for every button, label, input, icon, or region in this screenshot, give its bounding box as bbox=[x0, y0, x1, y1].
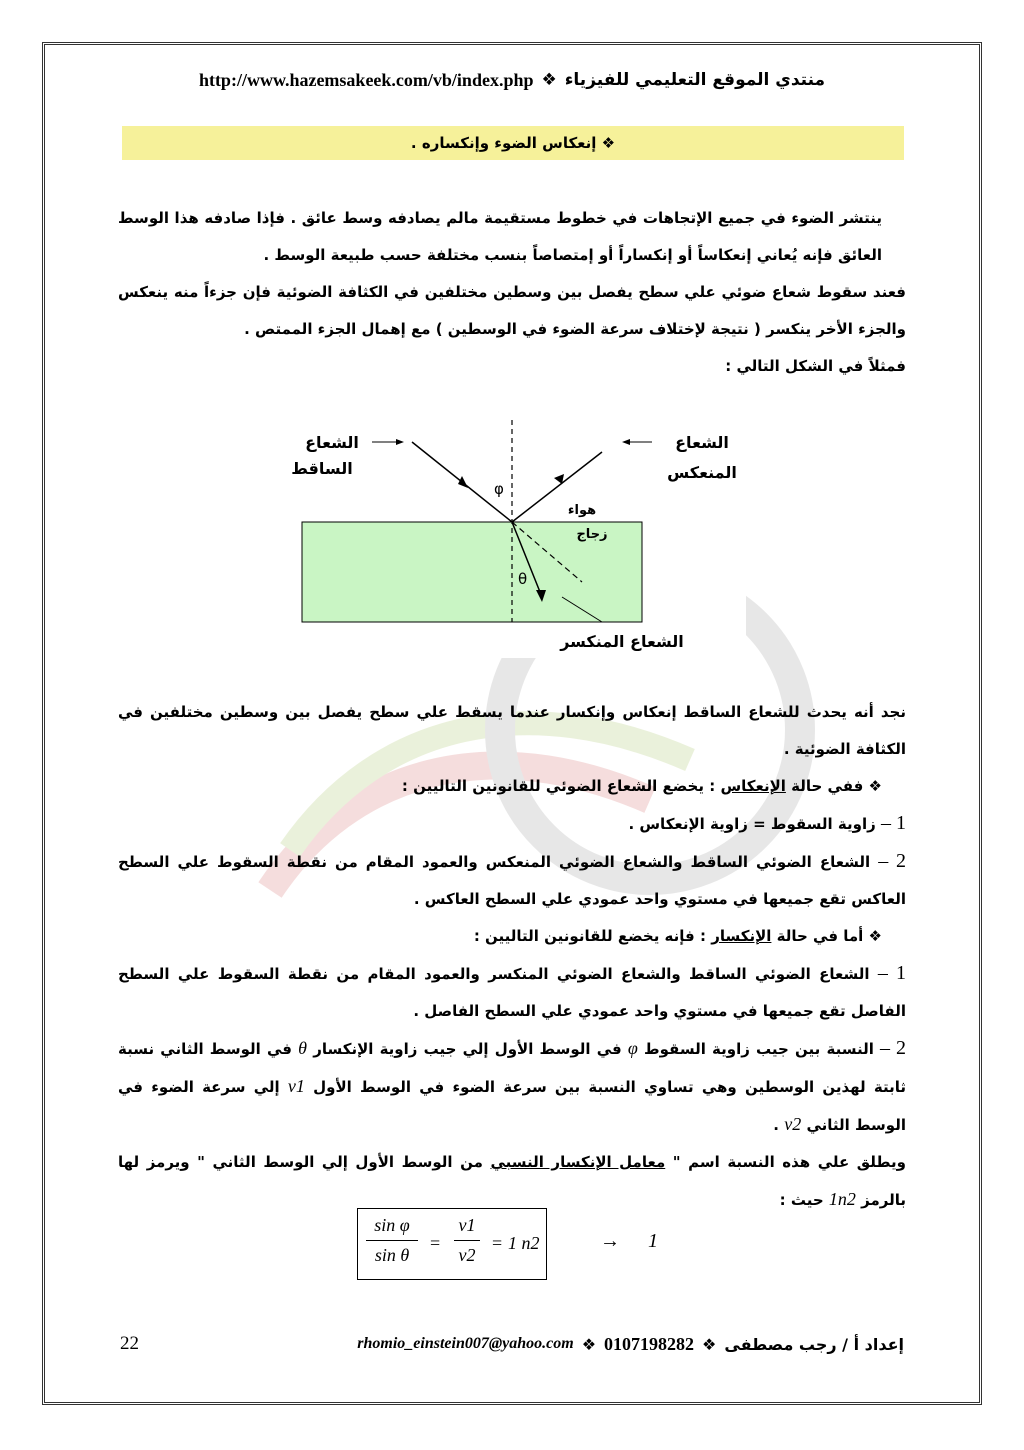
intro-paragraph-3: فمثلاً في الشكل التالي : bbox=[725, 357, 906, 375]
header-separator: ❖ bbox=[541, 70, 557, 90]
refraction-law-2-number: 2 – bbox=[880, 1037, 907, 1059]
sine-numerator: sin φ bbox=[374, 1215, 410, 1235]
reflection-heading bbox=[118, 768, 906, 805]
refraction-law-2-text-a: النسبة بين جيب زاوية السقوط bbox=[644, 1040, 874, 1058]
footer-separator-1: ❖ bbox=[581, 1334, 597, 1354]
section-title: ❖ إنعكاس الضوء وإنكساره . bbox=[122, 126, 904, 160]
equation-arrow: → bbox=[600, 1230, 620, 1252]
refraction-prefix: ❖ أما في حالة bbox=[776, 927, 882, 945]
footer-contact bbox=[357, 1334, 904, 1355]
naming-term: معامل الإنكسار النسبي bbox=[490, 1153, 666, 1171]
header-forum-name: منتدي الموقع التعليمي للفيزياء bbox=[564, 70, 826, 90]
footer-author: إعداد أ / رجب مصطفى bbox=[724, 1334, 904, 1354]
speed-numerator: v1 bbox=[458, 1215, 476, 1235]
intro-paragraph-2: فعند سقوط شعاع ضوئي علي سطح يفصل بين وسطين مختلفين في الكثافة الضوئية فإن جزءاً منه ينعكس والجزء الأخر ينكسر ( نتيجة لإختلاف سرعة الضوء في الوسطين ) مع إهمال الجزء الممتص . bbox=[118, 283, 906, 338]
sine-ratio bbox=[366, 1215, 418, 1266]
refraction-word: الإنكسار bbox=[711, 927, 772, 945]
equals-sign-2: = bbox=[492, 1233, 503, 1253]
refraction-law-2-text-b: في الوسط الأول إلي جيب زاوية الإنكسار bbox=[313, 1040, 622, 1058]
speed-ratio bbox=[454, 1215, 480, 1266]
equals-sign-1: = bbox=[430, 1233, 441, 1253]
naming-text-a: ويطلق علي هذه النسبة اسم " bbox=[672, 1153, 906, 1171]
refraction-law-2-text-d: إلي سرعة الضوء في الوسط الثاني bbox=[118, 1078, 906, 1134]
header-url[interactable]: http://www.hazemsakeek.com/vb/index.php bbox=[198, 69, 534, 90]
refraction-law-1-text: الشعاع الضوئي الساقط والشعاع الضوئي المنكسر والعمود المقام من نقطة السقوط علي السطح الفاصل تقع جميعها في مستوي واحد عمودي علي السطح الفاصل . bbox=[118, 965, 906, 1020]
reflection-law-2-number: 2 – bbox=[878, 850, 906, 872]
incident-label-1: الشعاع bbox=[305, 433, 359, 452]
footer-email[interactable]: rhomio_einstein007@yahoo.com bbox=[357, 1335, 574, 1352]
reflection-law-1-text: زاوية السقوط = زاوية الإنعكاس . bbox=[628, 815, 876, 833]
naming-text-c: حيث : bbox=[779, 1191, 824, 1209]
reflection-law-1-number: 1 – bbox=[881, 812, 906, 834]
reflection-refraction-diagram bbox=[262, 412, 746, 658]
refraction-law-2 bbox=[118, 1030, 906, 1144]
footer-separator-2: ❖ bbox=[702, 1334, 717, 1354]
reflection-word: الإنعكاس bbox=[720, 777, 786, 795]
refraction-law-2-text-c: في الوسط الثاني نسبة ثابتة لهذين الوسطين وهي تساوي النسبة بين سرعة الضوء في الوسط الأول bbox=[118, 1040, 906, 1096]
phi-angle-label: φ bbox=[494, 480, 504, 498]
refraction-law-1 bbox=[118, 955, 906, 1030]
intro-paragraph-1: ينتشر الضوء في جميع الإتجاهات في خطوط مستقيمة مالم يصادفه وسط عائق . فإذا صادفه هذا الوسط العائق فإنه يُعاني إنعكاساً أو إنكساراً أو إمتصاصاً بنسب مختلفة حسب طبيعة الوسط . bbox=[118, 209, 882, 264]
page-number: 22 bbox=[120, 1333, 139, 1354]
footer-phone: 0107198282 bbox=[604, 1333, 695, 1354]
phi-symbol: φ bbox=[627, 1038, 638, 1058]
intro-text bbox=[118, 200, 906, 385]
speed-denominator: v2 bbox=[458, 1245, 476, 1265]
v1-symbol: v1 bbox=[287, 1076, 305, 1096]
naming-text-b: من الوسط الأول إلي الوسط الثاني " ويرمز لها بالرمز bbox=[118, 1153, 906, 1209]
reflected-label-1: الشعاع bbox=[675, 433, 729, 452]
reflection-law-2-text: الشعاع الضوئي الساقط والشعاع الضوئي المنعكس والعمود المقام من نقطة السقوط علي السطح العاكس تقع جميعها في مستوي واحد عمودي علي السطح العاكس . bbox=[118, 853, 906, 908]
refraction-law-2-text-e: . bbox=[773, 1116, 779, 1134]
reflection-law-1 bbox=[118, 805, 906, 843]
glass-label: زجاج bbox=[576, 527, 608, 542]
air-label: هواء bbox=[567, 503, 597, 518]
page-header bbox=[120, 66, 904, 94]
laws-text bbox=[118, 694, 906, 1219]
reflection-suffix: : يخضع الشعاع الضوئي للقانونين التاليين : bbox=[401, 777, 716, 795]
refraction-heading bbox=[118, 918, 906, 955]
theta-symbol: θ bbox=[298, 1038, 308, 1058]
refracted-label: الشعاع المنكسر bbox=[560, 632, 684, 651]
reflected-label-2: المنعكس bbox=[667, 463, 737, 482]
refraction-suffix: : فإنه يخضع للقانونين التاليين : bbox=[473, 927, 706, 945]
theta-angle-label: θ bbox=[518, 570, 528, 588]
index-symbol: 1 n2 bbox=[508, 1233, 540, 1253]
snell-formula-box bbox=[357, 1208, 547, 1280]
sine-denominator: sin θ bbox=[374, 1245, 410, 1265]
equation-number: 1 bbox=[648, 1230, 658, 1252]
refraction-law-1-number: 1 – bbox=[877, 962, 906, 984]
page-footer bbox=[120, 1330, 904, 1358]
reflection-law-2 bbox=[118, 843, 906, 918]
reflection-prefix: ❖ ففي حالة bbox=[791, 777, 882, 795]
n-symbol: 1n2 bbox=[828, 1189, 856, 1209]
incident-label-2: الساقط bbox=[291, 459, 353, 478]
body-paragraph-1: نجد أنه يحدث للشعاع الساقط إنعكاس وإنكسار عندما يسقط علي سطح يفصل بين وسطين مختلفين في الكثافة الضوئية . bbox=[118, 703, 906, 758]
v2-symbol: v2 bbox=[784, 1114, 802, 1134]
